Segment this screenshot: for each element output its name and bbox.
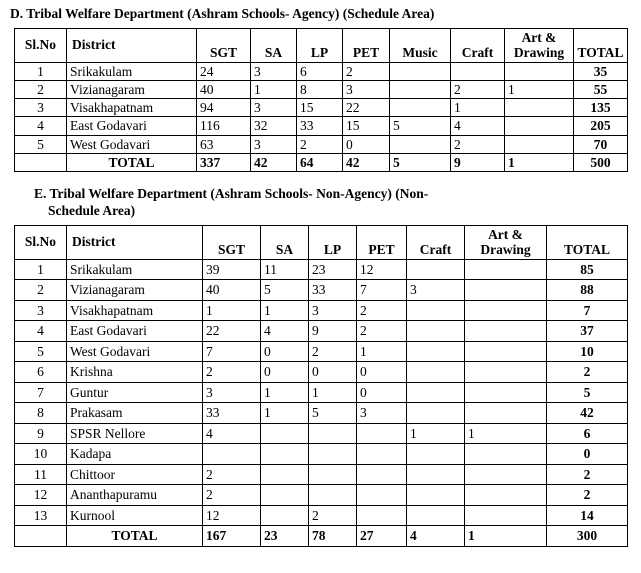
cell-slno: 1 xyxy=(15,259,67,280)
cell-pet: 1 xyxy=(357,341,407,362)
cell-sgt: 7 xyxy=(203,341,261,362)
cell-district: West Godavari xyxy=(67,341,203,362)
cell-pet xyxy=(357,464,407,485)
cell-total: 7 xyxy=(547,300,628,321)
cell-music xyxy=(390,81,451,99)
cell-art-drawing xyxy=(465,382,547,403)
cell-district: Guntur xyxy=(67,382,203,403)
section-e-title-line1: E. Tribal Welfare Department (Ashram Schools- Non-Agency) (Non- xyxy=(34,185,429,201)
cell-total: 2 xyxy=(547,485,628,506)
cell-pet: 0 xyxy=(343,135,390,153)
section-e xyxy=(8,186,633,547)
cell-district: East Godavari xyxy=(67,321,203,342)
cell-sa: 11 xyxy=(261,259,309,280)
cell-craft: 1 xyxy=(451,99,505,117)
cell-art-drawing xyxy=(465,403,547,424)
cell-lp: 33 xyxy=(297,117,343,135)
cell-pet: 7 xyxy=(357,280,407,301)
cell-sgt: 116 xyxy=(197,117,251,135)
cell-sgt: 12 xyxy=(203,505,261,526)
cell-total: 55 xyxy=(574,81,628,99)
cell-sa: 0 xyxy=(261,362,309,383)
cell-slno xyxy=(15,153,67,171)
cell-art-drawing xyxy=(505,99,574,117)
cell-district: Srikakulam xyxy=(67,63,197,81)
cell-craft xyxy=(407,259,465,280)
cell-sgt: 2 xyxy=(203,362,261,383)
column-header-sa: SA xyxy=(261,225,309,259)
cell-slno: 7 xyxy=(15,382,67,403)
cell-total: 0 xyxy=(547,444,628,465)
cell-art-drawing xyxy=(465,259,547,280)
cell-slno: 1 xyxy=(15,63,67,81)
cell-pet-total: 27 xyxy=(357,526,407,547)
column-header-craft: Craft xyxy=(407,225,465,259)
cell-pet: 0 xyxy=(357,362,407,383)
cell-sgt: 24 xyxy=(197,63,251,81)
cell-total: 135 xyxy=(574,99,628,117)
column-header-music: Music xyxy=(390,28,451,62)
cell-sa: 1 xyxy=(251,81,297,99)
cell-slno: 9 xyxy=(15,423,67,444)
cell-sa: 3 xyxy=(251,135,297,153)
cell-slno xyxy=(15,526,67,547)
table-row xyxy=(15,382,628,403)
cell-art-drawing-total: 1 xyxy=(505,153,574,171)
cell-pet xyxy=(357,485,407,506)
cell-lp xyxy=(309,444,357,465)
cell-music: 5 xyxy=(390,117,451,135)
cell-craft: 1 xyxy=(407,423,465,444)
cell-total: 2 xyxy=(547,362,628,383)
cell-slno: 11 xyxy=(15,464,67,485)
table-total-row xyxy=(15,153,628,171)
cell-slno: 4 xyxy=(15,117,67,135)
cell-sa: 1 xyxy=(261,382,309,403)
cell-lp xyxy=(309,423,357,444)
column-header-slno: Sl.No xyxy=(15,225,67,259)
cell-craft xyxy=(407,444,465,465)
cell-slno: 4 xyxy=(15,321,67,342)
cell-total: 2 xyxy=(547,464,628,485)
section-spacer xyxy=(8,172,633,186)
table-row xyxy=(15,321,628,342)
section-e-title-line2: Schedule Area) xyxy=(48,202,136,218)
column-header-district: District xyxy=(67,28,197,62)
cell-craft: 2 xyxy=(451,135,505,153)
cell-slno: 5 xyxy=(15,135,67,153)
cell-craft xyxy=(407,464,465,485)
cell-music-total: 5 xyxy=(390,153,451,171)
cell-craft xyxy=(407,321,465,342)
cell-total: 5 xyxy=(547,382,628,403)
table-total-row xyxy=(15,526,628,547)
table-row xyxy=(15,135,628,153)
column-header-slno: Sl.No xyxy=(15,28,67,62)
column-header-total: TOTAL xyxy=(547,225,628,259)
cell-district: West Godavari xyxy=(67,135,197,153)
table-row xyxy=(15,464,628,485)
cell-sa: 3 xyxy=(251,99,297,117)
cell-lp: 15 xyxy=(297,99,343,117)
cell-total: 37 xyxy=(547,321,628,342)
cell-sa: 32 xyxy=(251,117,297,135)
cell-art-drawing xyxy=(505,117,574,135)
cell-lp: 3 xyxy=(309,300,357,321)
cell-craft: 4 xyxy=(451,117,505,135)
cell-sgt xyxy=(203,444,261,465)
cell-total: 6 xyxy=(547,423,628,444)
cell-sgt-total: 167 xyxy=(203,526,261,547)
cell-district: Vizianagaram xyxy=(67,81,197,99)
cell-lp: 23 xyxy=(309,259,357,280)
table-row xyxy=(15,280,628,301)
section-e-title xyxy=(8,186,594,220)
cell-grand-total: 300 xyxy=(547,526,628,547)
section-d-title: D. Tribal Welfare Department (Ashram Schools- Agency) (Schedule Area) xyxy=(10,6,435,21)
cell-craft xyxy=(407,362,465,383)
cell-lp: 9 xyxy=(309,321,357,342)
cell-art-drawing xyxy=(465,505,547,526)
table-row xyxy=(15,423,628,444)
table-tribal-welfare-non-agency xyxy=(14,225,628,547)
column-header-pet: PET xyxy=(357,225,407,259)
cell-sgt: 2 xyxy=(203,485,261,506)
cell-slno: 10 xyxy=(15,444,67,465)
cell-craft: 2 xyxy=(451,81,505,99)
column-header-sgt: SGT xyxy=(203,225,261,259)
cell-lp: 5 xyxy=(309,403,357,424)
cell-district: Chittoor xyxy=(67,464,203,485)
cell-total: 205 xyxy=(574,117,628,135)
column-header-total: TOTAL xyxy=(574,28,628,62)
cell-slno: 8 xyxy=(15,403,67,424)
cell-pet: 12 xyxy=(357,259,407,280)
cell-sgt: 63 xyxy=(197,135,251,153)
column-header-art-drawing: Art & Drawing xyxy=(465,225,547,259)
cell-slno: 13 xyxy=(15,505,67,526)
cell-district: Visakhapatnam xyxy=(67,99,197,117)
cell-craft xyxy=(407,341,465,362)
cell-sgt: 22 xyxy=(203,321,261,342)
cell-craft xyxy=(451,63,505,81)
column-header-district: District xyxy=(67,225,203,259)
cell-sa: 0 xyxy=(261,341,309,362)
cell-lp: 8 xyxy=(297,81,343,99)
cell-slno: 12 xyxy=(15,485,67,506)
cell-music xyxy=(390,135,451,153)
cell-sgt-total: 337 xyxy=(197,153,251,171)
cell-art-drawing: 1 xyxy=(505,81,574,99)
table-row xyxy=(15,403,628,424)
column-header-lp: LP xyxy=(297,28,343,62)
cell-craft xyxy=(407,300,465,321)
cell-music xyxy=(390,99,451,117)
cell-lp-total: 78 xyxy=(309,526,357,547)
cell-slno: 2 xyxy=(15,280,67,301)
cell-music xyxy=(390,63,451,81)
cell-pet: 3 xyxy=(343,81,390,99)
cell-district: Kurnool xyxy=(67,505,203,526)
cell-sgt: 39 xyxy=(203,259,261,280)
cell-slno: 2 xyxy=(15,81,67,99)
cell-pet xyxy=(357,505,407,526)
cell-sgt: 94 xyxy=(197,99,251,117)
cell-craft-total: 9 xyxy=(451,153,505,171)
cell-sa-total: 23 xyxy=(261,526,309,547)
table-header-row xyxy=(15,225,628,259)
table-row xyxy=(15,63,628,81)
cell-total: 35 xyxy=(574,63,628,81)
cell-district: Vizianagaram xyxy=(67,280,203,301)
cell-slno: 5 xyxy=(15,341,67,362)
table-row xyxy=(15,259,628,280)
cell-lp: 0 xyxy=(309,362,357,383)
table-row xyxy=(15,300,628,321)
table-row xyxy=(15,117,628,135)
cell-sgt: 40 xyxy=(197,81,251,99)
cell-sa-total: 42 xyxy=(251,153,297,171)
cell-sgt: 3 xyxy=(203,382,261,403)
cell-slno: 3 xyxy=(15,99,67,117)
cell-sa xyxy=(261,423,309,444)
cell-art-drawing xyxy=(465,300,547,321)
table-row xyxy=(15,362,628,383)
cell-total-label: TOTAL xyxy=(67,526,203,547)
cell-craft: 3 xyxy=(407,280,465,301)
section-d xyxy=(8,6,633,172)
cell-sgt: 40 xyxy=(203,280,261,301)
column-header-sa: SA xyxy=(251,28,297,62)
cell-pet xyxy=(357,444,407,465)
column-header-sgt: SGT xyxy=(197,28,251,62)
cell-pet: 2 xyxy=(343,63,390,81)
cell-art-drawing xyxy=(465,444,547,465)
cell-art-drawing: 1 xyxy=(465,423,547,444)
cell-pet: 3 xyxy=(357,403,407,424)
cell-art-drawing xyxy=(465,485,547,506)
cell-art-drawing xyxy=(465,280,547,301)
column-header-art-drawing: Art & Drawing xyxy=(505,28,574,62)
cell-district: Visakhapatnam xyxy=(67,300,203,321)
table-header-row xyxy=(15,28,628,62)
cell-slno: 6 xyxy=(15,362,67,383)
cell-sgt: 2 xyxy=(203,464,261,485)
cell-art-drawing xyxy=(505,135,574,153)
cell-sa: 3 xyxy=(251,63,297,81)
cell-pet: 2 xyxy=(357,300,407,321)
cell-lp xyxy=(309,464,357,485)
cell-sa: 5 xyxy=(261,280,309,301)
cell-sa xyxy=(261,485,309,506)
cell-total: 85 xyxy=(547,259,628,280)
cell-pet: 0 xyxy=(357,382,407,403)
cell-slno: 3 xyxy=(15,300,67,321)
column-header-pet: PET xyxy=(343,28,390,62)
cell-art-drawing-total: 1 xyxy=(465,526,547,547)
cell-lp xyxy=(309,485,357,506)
cell-district: Prakasam xyxy=(67,403,203,424)
cell-lp: 6 xyxy=(297,63,343,81)
table-row xyxy=(15,505,628,526)
table-tribal-welfare-agency xyxy=(14,28,628,172)
cell-art-drawing xyxy=(465,362,547,383)
cell-art-drawing xyxy=(465,341,547,362)
cell-art-drawing xyxy=(505,63,574,81)
cell-craft xyxy=(407,485,465,506)
cell-lp-total: 64 xyxy=(297,153,343,171)
cell-craft-total: 4 xyxy=(407,526,465,547)
cell-sa xyxy=(261,505,309,526)
cell-total: 42 xyxy=(547,403,628,424)
cell-district: Krishna xyxy=(67,362,203,383)
cell-sa: 4 xyxy=(261,321,309,342)
cell-sa xyxy=(261,464,309,485)
cell-total-label: TOTAL xyxy=(67,153,197,171)
cell-sgt: 1 xyxy=(203,300,261,321)
cell-sgt: 33 xyxy=(203,403,261,424)
cell-lp: 1 xyxy=(309,382,357,403)
column-header-lp: LP xyxy=(309,225,357,259)
cell-sa xyxy=(261,444,309,465)
cell-pet-total: 42 xyxy=(343,153,390,171)
cell-craft xyxy=(407,403,465,424)
cell-lp: 2 xyxy=(309,505,357,526)
cell-lp: 2 xyxy=(309,341,357,362)
table-row xyxy=(15,444,628,465)
table-row xyxy=(15,485,628,506)
cell-art-drawing xyxy=(465,321,547,342)
cell-lp: 33 xyxy=(309,280,357,301)
column-header-craft: Craft xyxy=(451,28,505,62)
cell-craft xyxy=(407,382,465,403)
table-row xyxy=(15,99,628,117)
cell-pet: 22 xyxy=(343,99,390,117)
cell-grand-total: 500 xyxy=(574,153,628,171)
cell-lp: 2 xyxy=(297,135,343,153)
cell-pet: 2 xyxy=(357,321,407,342)
cell-sa: 1 xyxy=(261,300,309,321)
cell-total: 70 xyxy=(574,135,628,153)
cell-pet xyxy=(357,423,407,444)
cell-sa: 1 xyxy=(261,403,309,424)
cell-sgt: 4 xyxy=(203,423,261,444)
cell-total: 10 xyxy=(547,341,628,362)
cell-total: 88 xyxy=(547,280,628,301)
cell-total: 14 xyxy=(547,505,628,526)
cell-district: Ananthapuramu xyxy=(67,485,203,506)
table-row xyxy=(15,81,628,99)
cell-district: East Godavari xyxy=(67,117,197,135)
cell-pet: 15 xyxy=(343,117,390,135)
cell-district: SPSR Nellore xyxy=(67,423,203,444)
table-row xyxy=(15,341,628,362)
cell-district: Srikakulam xyxy=(67,259,203,280)
cell-craft xyxy=(407,505,465,526)
cell-art-drawing xyxy=(465,464,547,485)
cell-district: Kadapa xyxy=(67,444,203,465)
